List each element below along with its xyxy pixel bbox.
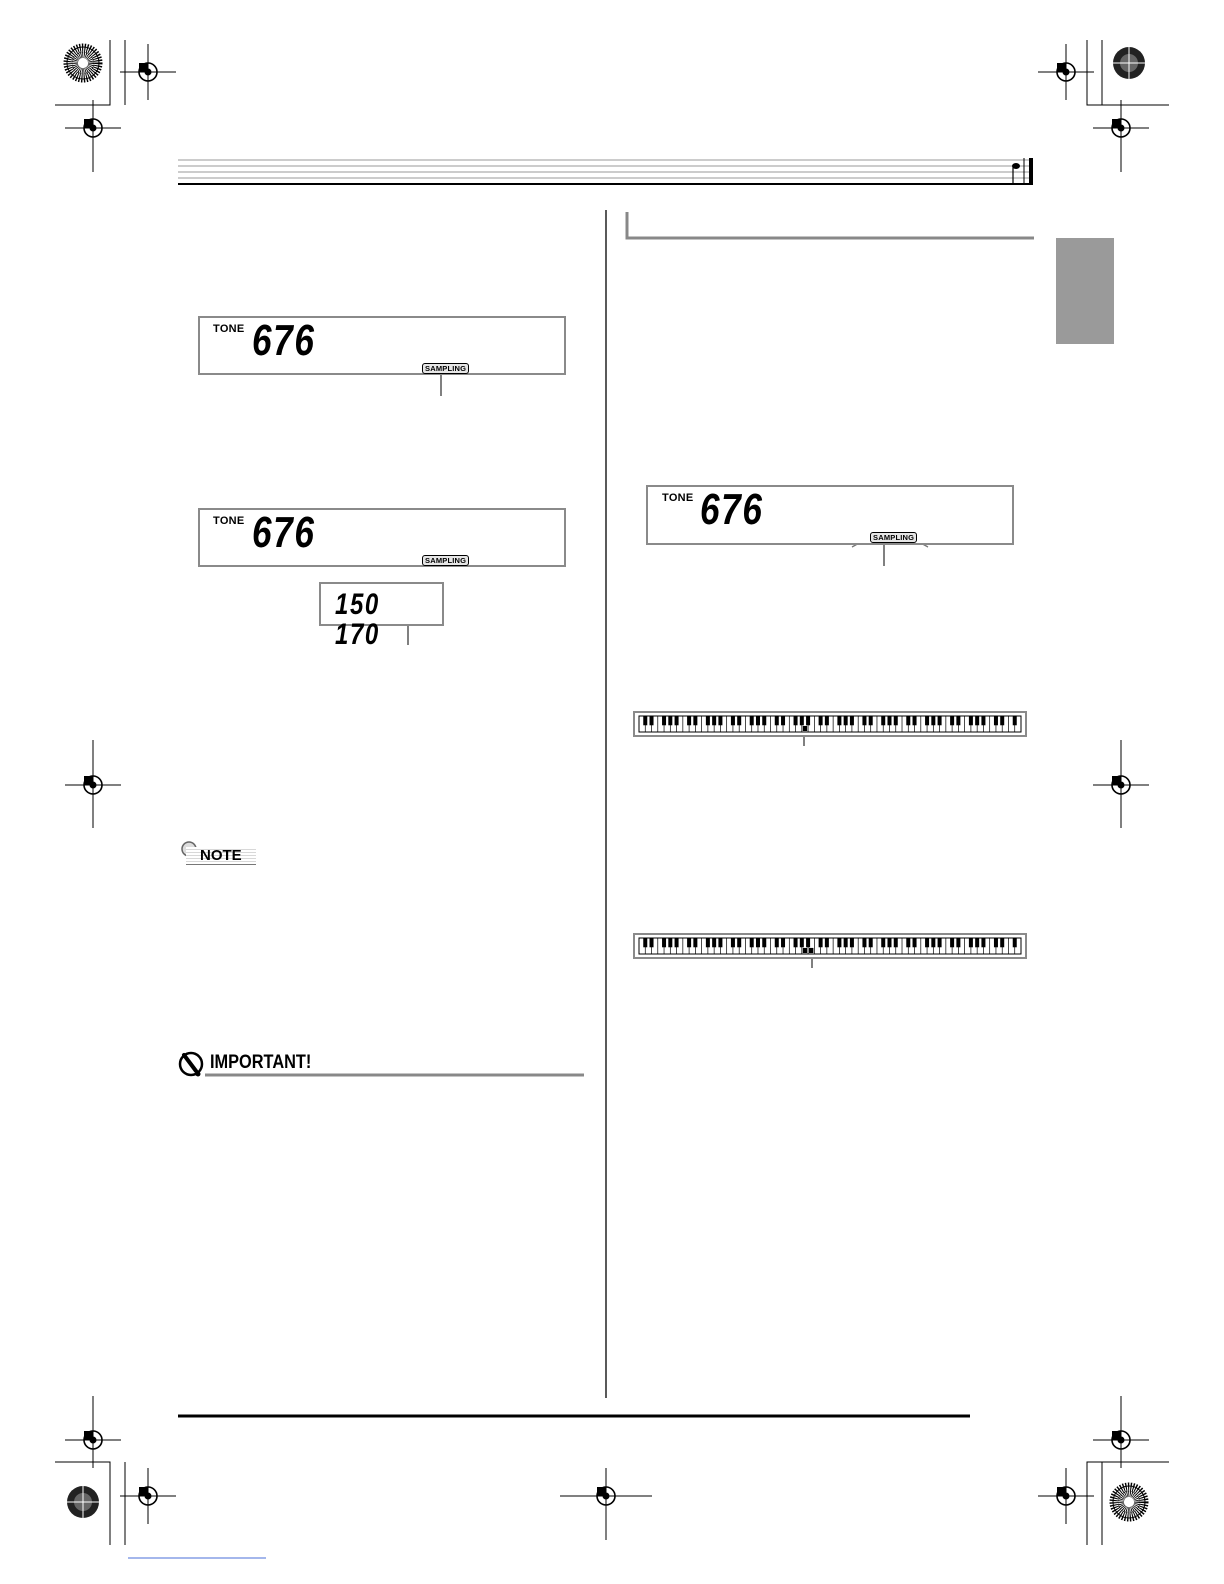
- black-key: [731, 716, 735, 725]
- black-key: [800, 716, 804, 725]
- black-key: [956, 938, 960, 947]
- black-key: [756, 716, 760, 725]
- black-key: [869, 716, 873, 725]
- black-key: [981, 716, 985, 725]
- black-key: [668, 938, 672, 947]
- black-key: [931, 716, 935, 725]
- black-key: [762, 716, 766, 725]
- black-key: [794, 938, 798, 947]
- black-key: [906, 716, 910, 725]
- note-label: NOTE: [186, 847, 256, 865]
- black-key: [1000, 938, 1004, 947]
- black-key: [731, 938, 735, 947]
- black-key: [844, 716, 848, 725]
- black-key: [650, 716, 654, 725]
- black-key: [1013, 938, 1017, 947]
- lcd-panel-2: [198, 508, 566, 567]
- black-key: [950, 938, 954, 947]
- corner-target-top-left: [67, 47, 99, 79]
- black-key: [837, 938, 841, 947]
- important-icon: [180, 1053, 202, 1077]
- black-key: [931, 938, 935, 947]
- key-marker: [803, 726, 807, 731]
- black-key: [687, 716, 691, 725]
- sampling-badge: SAMPLING: [422, 363, 469, 374]
- lcd-tone-number: 676: [700, 485, 764, 534]
- black-key: [662, 716, 666, 725]
- black-key: [794, 716, 798, 725]
- keyboard-display-2: [634, 934, 1026, 958]
- important-label: IMPORTANT!: [210, 1052, 312, 1073]
- black-key: [718, 938, 722, 947]
- black-key: [862, 716, 866, 725]
- black-key: [675, 938, 679, 947]
- black-key: [894, 716, 898, 725]
- black-key: [956, 716, 960, 725]
- black-key: [712, 938, 716, 947]
- side-tab: [1056, 238, 1114, 344]
- black-key: [1013, 716, 1017, 725]
- black-key: [869, 938, 873, 947]
- lcd-tone-number: 676: [252, 508, 316, 557]
- black-key: [819, 716, 823, 725]
- black-key: [712, 716, 716, 725]
- black-key: [750, 716, 754, 725]
- black-key: [718, 716, 722, 725]
- black-key: [887, 716, 891, 725]
- corner-target-top-right: [1113, 47, 1145, 79]
- black-key: [806, 716, 810, 725]
- black-key: [662, 938, 666, 947]
- black-key: [668, 716, 672, 725]
- keyboard-display-1: [634, 712, 1026, 736]
- black-key: [994, 716, 998, 725]
- lcd-panel-3: [646, 485, 1014, 545]
- black-key: [969, 938, 973, 947]
- black-key: [693, 716, 697, 725]
- black-key: [806, 938, 810, 947]
- registration-marks: [65, 44, 1149, 1524]
- black-key: [881, 716, 885, 725]
- black-key: [706, 938, 710, 947]
- black-key: [994, 938, 998, 947]
- black-key: [975, 938, 979, 947]
- black-key: [975, 716, 979, 725]
- black-key: [775, 938, 779, 947]
- black-key: [737, 938, 741, 947]
- black-key: [781, 716, 785, 725]
- black-key: [906, 938, 910, 947]
- black-key: [913, 716, 917, 725]
- black-key: [643, 938, 647, 947]
- black-key: [800, 938, 804, 947]
- black-key: [781, 938, 785, 947]
- black-key: [693, 938, 697, 947]
- section-heading-bar: [627, 212, 1034, 238]
- black-key: [938, 938, 942, 947]
- black-key: [825, 938, 829, 947]
- black-key: [850, 716, 854, 725]
- black-key: [925, 938, 929, 947]
- black-key: [837, 716, 841, 725]
- lcd-tone-number: 676: [252, 316, 316, 365]
- black-key: [981, 938, 985, 947]
- black-key: [1000, 716, 1004, 725]
- black-key: [862, 938, 866, 947]
- lcd-tone-label: TONE: [213, 515, 245, 527]
- header-staff: [178, 158, 1032, 185]
- black-key: [775, 716, 779, 725]
- black-key: [650, 938, 654, 947]
- black-key: [706, 716, 710, 725]
- black-key: [819, 938, 823, 947]
- black-key: [913, 938, 917, 947]
- black-key: [825, 716, 829, 725]
- crop-lines: [55, 40, 1169, 1545]
- black-key: [643, 716, 647, 725]
- black-key: [737, 716, 741, 725]
- black-key: [750, 938, 754, 947]
- black-key: [844, 938, 848, 947]
- black-key: [925, 716, 929, 725]
- black-key: [881, 938, 885, 947]
- black-key: [675, 716, 679, 725]
- black-key: [687, 938, 691, 947]
- corner-target-bottom-left: [67, 1486, 99, 1518]
- sampling-badge: SAMPLING: [870, 532, 917, 543]
- black-key: [850, 938, 854, 947]
- black-key: [756, 938, 760, 947]
- corner-target-bottom-right: [1113, 1486, 1145, 1518]
- sampling-badge: SAMPLING: [422, 555, 469, 566]
- black-key: [950, 716, 954, 725]
- black-key: [938, 716, 942, 725]
- lcd-tone-label: TONE: [213, 323, 245, 335]
- black-key: [894, 938, 898, 947]
- black-key: [887, 938, 891, 947]
- black-key: [762, 938, 766, 947]
- tempo-display: [319, 582, 444, 651]
- key-marker: [809, 948, 813, 953]
- black-key: [969, 716, 973, 725]
- lcd-tone-label: TONE: [662, 492, 694, 504]
- tempo-value: 150 170: [335, 588, 380, 651]
- lcd-panel-1: [198, 316, 566, 375]
- key-marker: [803, 948, 807, 953]
